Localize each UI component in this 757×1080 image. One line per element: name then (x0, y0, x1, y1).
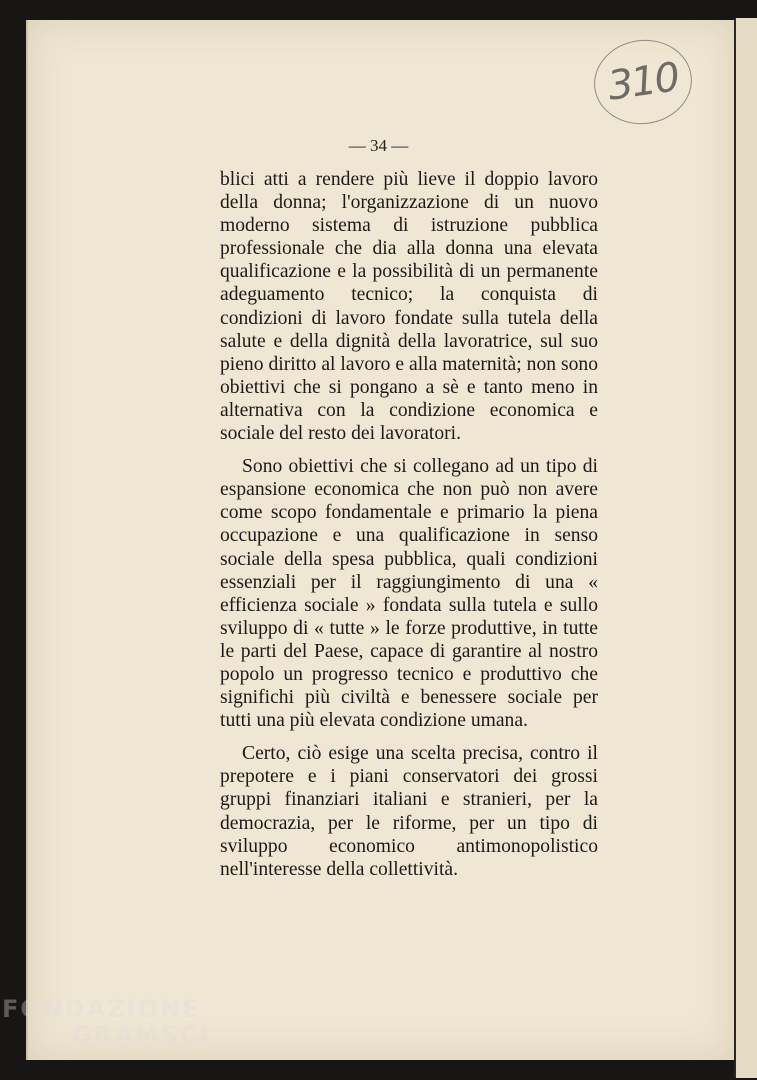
next-page-edge (734, 18, 757, 1078)
body-text (220, 168, 598, 881)
watermark-logo (2, 996, 210, 1060)
watermark-line-1: FONDAZIONE (2, 995, 201, 1023)
paragraph-3: Certo, ciò esige una scelta precisa, contro il prepotere e i piani conservatori dei grossi gruppi finanziari italiani e stranieri, per la democrazia, per le riforme, per un tipo di sviluppo economico antimonopolistico nell'interesse della collettività. (220, 743, 598, 880)
watermark-line-2: GRAMSCI (72, 1021, 211, 1049)
paragraph-1: blici atti a rendere più lieve il doppio lavoro della donna; l'organizzazione di un nuovo moderno sistema di istruzione pubblica professionale che dia alla donna una elevata qualificazione e la possibilità di un permanente adeguamento tecnico; la conquista di condizioni di lavoro fondate sulla tutela della salute e della dignità della lavoratrice, sul suo pieno diritto al lavoro e alla maternità; non sono obiettivi che si pongano a sè e tanto meno in alternativa con la condizione economica e sociale del resto dei lavoratori. (220, 169, 598, 445)
page-number: — 34 — (348, 136, 409, 155)
paragraph-2: Sono obiettivi che si collegano ad un tipo di espansione economica che non può non avere come scopo fondamentale e primario la piena occupazione e una qualificazione in senso sociale della spesa pubblica, quali condizioni essenziali per il raggiungimento di una « efficienza sociale » fondata sulla tutela e sullo sviluppo di « tutte » le forze produttive, in tutte le parti del Paese, capace di garantire al nostro popolo un progresso tecnico e produttivo che significhi più civiltà e benessere sociale per tutti una più elevata condizione umana. (220, 456, 598, 732)
archive-number: 310 (604, 54, 682, 110)
watermark-line-3: onlus (150, 1047, 185, 1060)
